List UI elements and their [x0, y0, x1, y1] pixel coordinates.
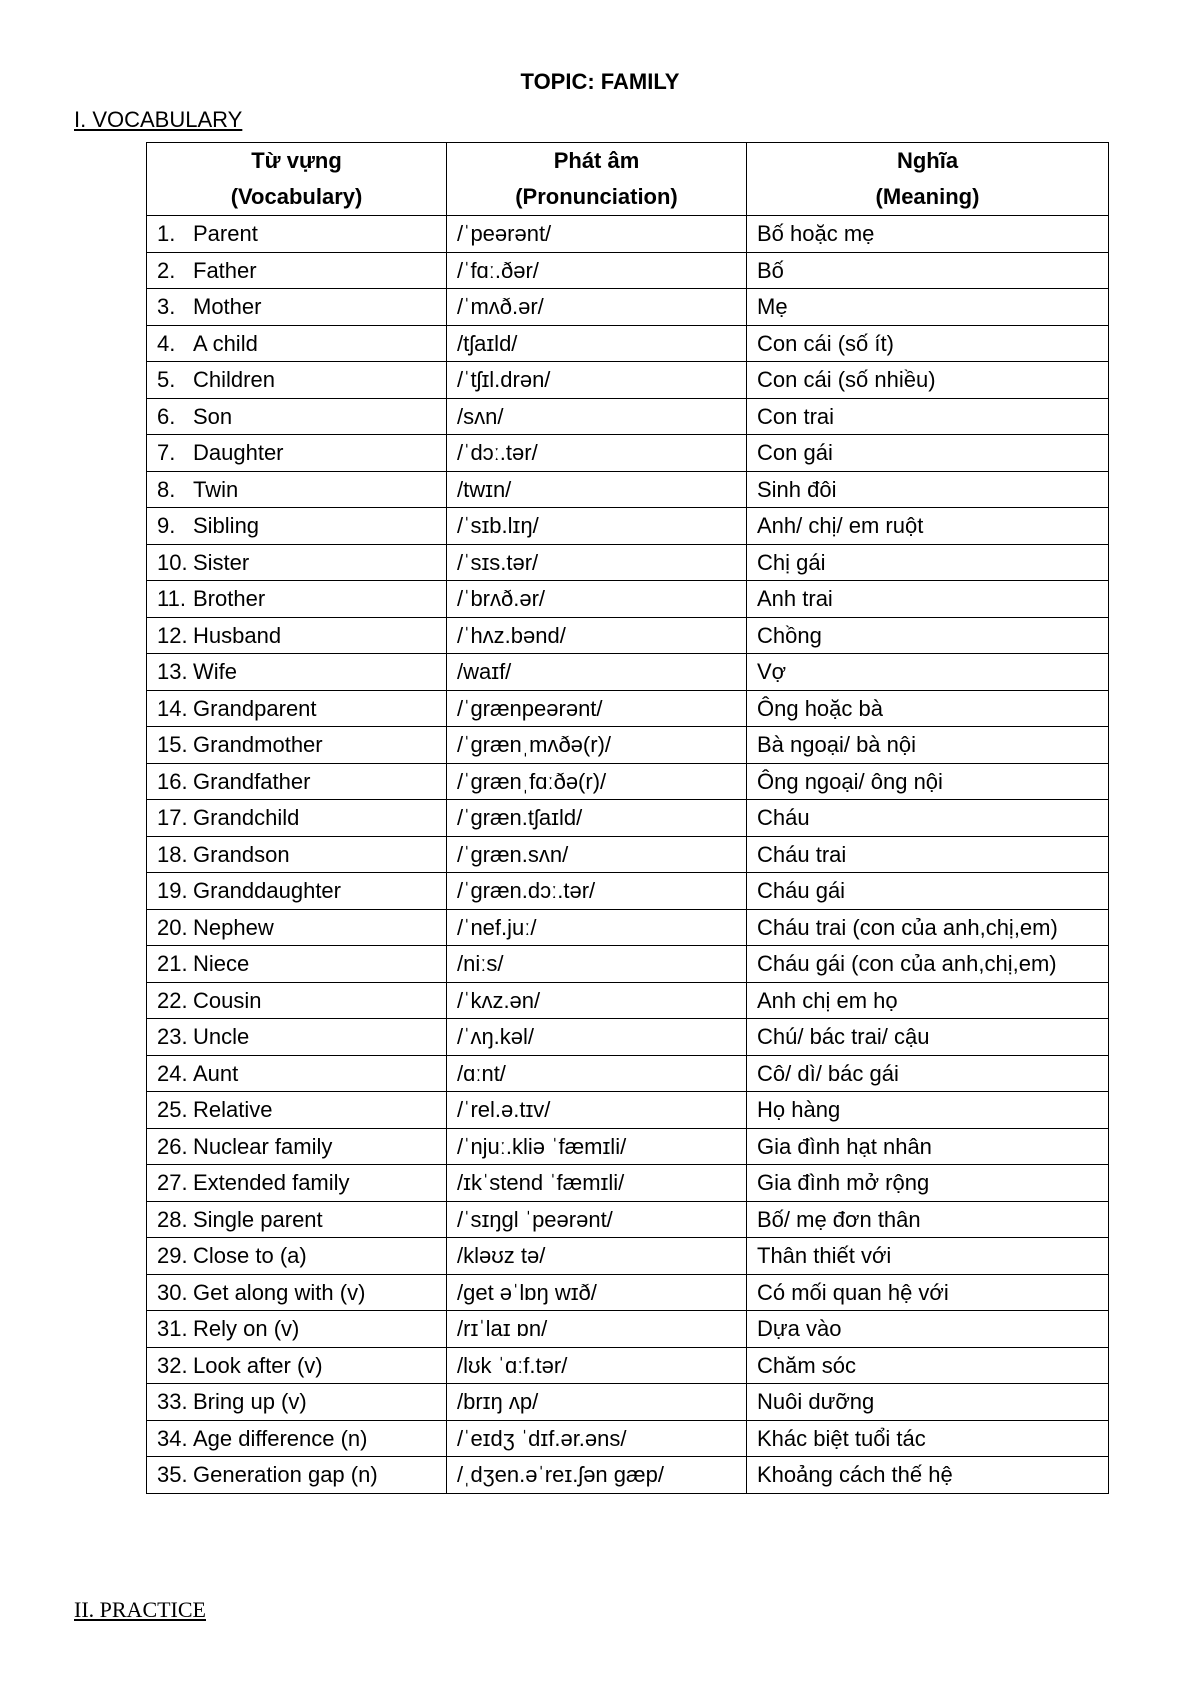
meaning-cell: Dựa vào	[747, 1311, 1109, 1348]
pronunciation-cell: /ˈrel.ə.tɪv/	[447, 1092, 747, 1129]
vocabulary-cell	[147, 617, 447, 654]
meaning-cell: Khác biệt tuổi tác	[747, 1420, 1109, 1457]
table-row	[147, 1238, 1109, 1275]
meaning-cell: Gia đình hạt nhân	[747, 1128, 1109, 1165]
vocabulary-cell	[147, 508, 447, 545]
table-row	[147, 654, 1109, 691]
meaning-cell: Anh/ chị/ em ruột	[747, 508, 1109, 545]
vocabulary-word: Generation gap (n)	[193, 1462, 378, 1488]
vocabulary-word: Sibling	[193, 513, 260, 539]
meaning-cell: Mẹ	[747, 289, 1109, 326]
vocabulary-word: Bring up (v)	[193, 1389, 307, 1415]
table-row	[147, 836, 1109, 873]
vocabulary-cell	[147, 252, 447, 289]
item-number: 12.	[157, 622, 188, 648]
item-number: 31.	[157, 1316, 188, 1342]
table-row	[147, 398, 1109, 435]
pronunciation-cell: /lʊk ˈɑːf.tər/	[447, 1347, 747, 1384]
vocabulary-cell	[147, 1165, 447, 1202]
vocabulary-cell	[147, 471, 447, 508]
pronunciation-cell: /ˈhʌz.bənd/	[447, 617, 747, 654]
item-number: 26.	[157, 1133, 188, 1159]
table-row	[147, 1311, 1109, 1348]
section-heading-practice: II. PRACTICE	[74, 1597, 206, 1622]
pronunciation-cell: /ˈtʃɪl.drən/	[447, 362, 747, 399]
vocabulary-word: Extended family	[193, 1170, 350, 1196]
vocabulary-word: Grandfather	[193, 768, 311, 794]
pronunciation-cell: /ˈnef.juː/	[447, 909, 747, 946]
item-number: 1.	[157, 221, 176, 247]
table-row	[147, 1128, 1109, 1165]
header-meaning-en: (Meaning)	[875, 184, 980, 209]
table-row	[147, 544, 1109, 581]
meaning-cell: Cháu gái	[747, 873, 1109, 910]
table-row	[147, 1165, 1109, 1202]
pronunciation-cell: /ˈsɪb.lɪŋ/	[447, 508, 747, 545]
meaning-cell: Bố/ mẹ đơn thân	[747, 1201, 1109, 1238]
vocabulary-cell	[147, 544, 447, 581]
vocabulary-word: Look after (v)	[193, 1352, 323, 1378]
table-row	[147, 763, 1109, 800]
item-number: 15.	[157, 732, 188, 758]
header-meaning-vn: Nghĩa	[896, 148, 959, 173]
meaning-cell: Cháu trai	[747, 836, 1109, 873]
item-number: 18.	[157, 841, 188, 867]
table-row	[147, 252, 1109, 289]
table-row	[147, 471, 1109, 508]
pronunciation-cell: /ˈeɪdʒ ˈdɪf.ər.əns/	[447, 1420, 747, 1457]
vocabulary-word: Daughter	[193, 440, 284, 466]
header-vocabulary-en: (Vocabulary)	[230, 184, 363, 209]
pronunciation-cell: /brɪŋ ʌp/	[447, 1384, 747, 1421]
header-pronunciation-vn: Phát âm	[553, 148, 640, 173]
table-row	[147, 946, 1109, 983]
table-row	[147, 1019, 1109, 1056]
vocabulary-word: Relative	[193, 1097, 273, 1123]
pronunciation-cell: /ˈsɪs.tər/	[447, 544, 747, 581]
vocabulary-word: Aunt	[193, 1060, 239, 1086]
meaning-cell: Anh trai	[747, 581, 1109, 618]
header-pronunciation	[447, 143, 747, 216]
item-number: 16.	[157, 768, 188, 794]
vocabulary-cell	[147, 398, 447, 435]
vocabulary-cell	[147, 325, 447, 362]
table-row	[147, 909, 1109, 946]
vocabulary-word: Brother	[193, 586, 266, 612]
table-row	[147, 1092, 1109, 1129]
table-row	[147, 617, 1109, 654]
table-row	[147, 982, 1109, 1019]
table-row	[147, 1457, 1109, 1494]
meaning-cell: Bà ngoại/ bà nội	[747, 727, 1109, 764]
pronunciation-cell: /ɑːnt/	[447, 1055, 747, 1092]
item-number: 25.	[157, 1097, 188, 1123]
item-number: 21.	[157, 951, 188, 977]
vocabulary-word: Wife	[193, 659, 237, 685]
item-number: 11.	[157, 586, 186, 612]
item-number: 22.	[157, 987, 188, 1013]
vocabulary-cell	[147, 946, 447, 983]
vocabulary-cell	[147, 1384, 447, 1421]
meaning-cell: Sinh đôi	[747, 471, 1109, 508]
pronunciation-cell: /niːs/	[447, 946, 747, 983]
pronunciation-cell: /ˈbrʌð.ər/	[447, 581, 747, 618]
item-number: 2.	[157, 257, 176, 283]
pronunciation-cell: /ˈgrænpeərənt/	[447, 690, 747, 727]
meaning-cell: Ông ngoại/ ông nội	[747, 763, 1109, 800]
header-vocabulary	[147, 143, 447, 216]
meaning-cell: Cháu gái (con của anh,chị,em)	[747, 946, 1109, 983]
item-number: 28.	[157, 1206, 188, 1232]
pronunciation-cell: /ˈdɔː.tər/	[447, 435, 747, 472]
pronunciation-cell: /ˈgræn.sʌn/	[447, 836, 747, 873]
item-number: 27.	[157, 1170, 188, 1196]
pronunciation-cell: /ˈkʌz.ən/	[447, 982, 747, 1019]
vocabulary-cell	[147, 289, 447, 326]
item-number: 9.	[157, 513, 176, 539]
item-number: 20.	[157, 914, 188, 940]
vocabulary-word: Granddaughter	[193, 878, 341, 904]
document-title: TOPIC: FAMILY	[520, 69, 680, 94]
table-row	[147, 1201, 1109, 1238]
item-number: 23.	[157, 1024, 188, 1050]
item-number: 35.	[157, 1462, 188, 1488]
vocabulary-word: Single parent	[193, 1206, 323, 1232]
vocabulary-table	[146, 142, 1109, 1494]
meaning-cell: Chăm sóc	[747, 1347, 1109, 1384]
meaning-cell: Bố	[747, 252, 1109, 289]
pronunciation-cell: /ˈnjuː.kliə ˈfæmɪli/	[447, 1128, 747, 1165]
table-row	[147, 873, 1109, 910]
vocabulary-cell	[147, 1201, 447, 1238]
pronunciation-cell: /ˈpeərənt/	[447, 216, 747, 253]
vocabulary-cell	[147, 727, 447, 764]
vocabulary-word: Cousin	[193, 987, 262, 1013]
vocabulary-cell	[147, 362, 447, 399]
vocabulary-word: Husband	[193, 622, 282, 648]
pronunciation-cell: /ˈgræn.tʃaɪld/	[447, 800, 747, 837]
item-number: 4.	[157, 330, 176, 356]
meaning-cell: Họ hàng	[747, 1092, 1109, 1129]
vocabulary-cell	[147, 1274, 447, 1311]
vocabulary-cell	[147, 1420, 447, 1457]
meaning-cell: Ông hoặc bà	[747, 690, 1109, 727]
pronunciation-cell: /ˈmʌð.ər/	[447, 289, 747, 326]
meaning-cell: Anh chị em họ	[747, 982, 1109, 1019]
vocabulary-cell	[147, 763, 447, 800]
header-meaning	[747, 143, 1109, 216]
pronunciation-cell: /ˈʌŋ.kəl/	[447, 1019, 747, 1056]
vocabulary-word: Son	[193, 403, 233, 429]
table-row	[147, 1384, 1109, 1421]
item-number: 32.	[157, 1352, 188, 1378]
table-row	[147, 1274, 1109, 1311]
vocabulary-word: Rely on (v)	[193, 1316, 300, 1342]
vocabulary-word: Children	[193, 367, 275, 393]
item-number: 14.	[157, 695, 188, 721]
item-number: 19.	[157, 878, 188, 904]
section-heading-vocabulary: I. VOCABULARY	[74, 107, 243, 132]
pronunciation-cell: /waɪf/	[447, 654, 747, 691]
meaning-cell: Con trai	[747, 398, 1109, 435]
vocabulary-word: Grandmother	[193, 732, 323, 758]
vocabulary-cell	[147, 654, 447, 691]
vocabulary-cell	[147, 690, 447, 727]
pronunciation-cell: /kləʊz tə/	[447, 1238, 747, 1275]
vocabulary-word: A child	[193, 330, 258, 356]
table-row	[147, 690, 1109, 727]
item-number: 10.	[157, 549, 188, 575]
pronunciation-cell: /ˈsɪŋgl ˈpeərənt/	[447, 1201, 747, 1238]
table-row	[147, 289, 1109, 326]
vocabulary-cell	[147, 909, 447, 946]
vocabulary-word: Niece	[193, 951, 250, 977]
meaning-cell: Thân thiết với	[747, 1238, 1109, 1275]
vocabulary-word: Grandson	[193, 841, 290, 867]
table-row	[147, 1055, 1109, 1092]
vocabulary-word: Mother	[193, 294, 262, 320]
pronunciation-cell: /ɪkˈstend ˈfæmɪli/	[447, 1165, 747, 1202]
vocabulary-cell	[147, 836, 447, 873]
meaning-cell: Con cái (số ít)	[747, 325, 1109, 362]
vocabulary-cell	[147, 1311, 447, 1348]
table-row	[147, 581, 1109, 618]
pronunciation-cell: /ˌdʒen.əˈreɪ.ʃən gæp/	[447, 1457, 747, 1494]
vocabulary-cell	[147, 982, 447, 1019]
pronunciation-cell: /tʃaɪld/	[447, 325, 747, 362]
vocabulary-cell	[147, 581, 447, 618]
vocabulary-cell	[147, 1055, 447, 1092]
vocabulary-cell	[147, 1092, 447, 1129]
meaning-cell: Con gái	[747, 435, 1109, 472]
meaning-cell: Chị gái	[747, 544, 1109, 581]
pronunciation-cell: /rɪˈlaɪ ɒn/	[447, 1311, 747, 1348]
pronunciation-cell: /sʌn/	[447, 398, 747, 435]
meaning-cell: Nuôi dưỡng	[747, 1384, 1109, 1421]
item-number: 33.	[157, 1389, 188, 1415]
vocabulary-word: Father	[193, 257, 257, 283]
item-number: 8.	[157, 476, 176, 502]
meaning-cell: Cháu trai (con của anh,chị,em)	[747, 909, 1109, 946]
vocabulary-cell	[147, 800, 447, 837]
vocabulary-word: Get along with (v)	[193, 1279, 366, 1305]
meaning-cell: Có mối quan hệ với	[747, 1274, 1109, 1311]
vocabulary-word: Uncle	[193, 1024, 250, 1050]
table-row	[147, 727, 1109, 764]
table-row	[147, 362, 1109, 399]
item-number: 17.	[157, 805, 188, 831]
item-number: 29.	[157, 1243, 188, 1269]
vocabulary-cell	[147, 873, 447, 910]
vocabulary-cell	[147, 1457, 447, 1494]
header-vocabulary-vn: Từ vựng	[251, 148, 342, 173]
vocabulary-cell	[147, 1019, 447, 1056]
vocabulary-word: Sister	[193, 549, 250, 575]
header-pronunciation-en: (Pronunciation)	[515, 184, 678, 209]
item-number: 3.	[157, 294, 176, 320]
vocabulary-table-body	[147, 216, 1109, 1494]
meaning-cell: Con cái (số nhiều)	[747, 362, 1109, 399]
meaning-cell: Chú/ bác trai/ cậu	[747, 1019, 1109, 1056]
vocabulary-word: Grandparent	[193, 695, 317, 721]
vocabulary-word: Nephew	[193, 914, 274, 940]
meaning-cell: Gia đình mở rộng	[747, 1165, 1109, 1202]
meaning-cell: Cô/ dì/ bác gái	[747, 1055, 1109, 1092]
pronunciation-cell: /ˈgrænˌmʌðə(r)/	[447, 727, 747, 764]
pronunciation-cell: /ˈgrænˌfɑːðə(r)/	[447, 763, 747, 800]
table-row	[147, 435, 1109, 472]
meaning-cell: Vợ	[747, 654, 1109, 691]
vocabulary-cell	[147, 1128, 447, 1165]
item-number: 6.	[157, 403, 176, 429]
meaning-cell: Bố hoặc mẹ	[747, 216, 1109, 253]
table-row	[147, 1420, 1109, 1457]
item-number: 30.	[157, 1279, 188, 1305]
pronunciation-cell: /ˈfɑː.ðər/	[447, 252, 747, 289]
vocabulary-word: Close to (a)	[193, 1243, 307, 1269]
vocabulary-word: Grandchild	[193, 805, 300, 831]
item-number: 34.	[157, 1425, 188, 1451]
vocabulary-word: Nuclear family	[193, 1133, 333, 1159]
table-row	[147, 216, 1109, 253]
item-number: 5.	[157, 367, 176, 393]
meaning-cell: Chồng	[747, 617, 1109, 654]
pronunciation-cell: /twɪn/	[447, 471, 747, 508]
vocabulary-word: Age difference (n)	[193, 1425, 368, 1451]
pronunciation-cell: /ˈgræn.dɔː.tər/	[447, 873, 747, 910]
vocabulary-cell	[147, 1347, 447, 1384]
meaning-cell: Cháu	[747, 800, 1109, 837]
vocabulary-cell	[147, 1238, 447, 1275]
item-number: 24.	[157, 1060, 188, 1086]
vocabulary-cell	[147, 435, 447, 472]
table-header-row	[147, 143, 1109, 216]
table-row	[147, 800, 1109, 837]
vocabulary-word: Parent	[193, 221, 258, 247]
meaning-cell: Khoảng cách thế hệ	[747, 1457, 1109, 1494]
item-number: 13.	[157, 659, 188, 685]
pronunciation-cell: /get əˈlɒŋ wɪð/	[447, 1274, 747, 1311]
table-row	[147, 1347, 1109, 1384]
item-number: 7.	[157, 440, 176, 466]
vocabulary-cell	[147, 216, 447, 253]
table-row	[147, 325, 1109, 362]
table-row	[147, 508, 1109, 545]
vocabulary-word: Twin	[193, 476, 239, 502]
